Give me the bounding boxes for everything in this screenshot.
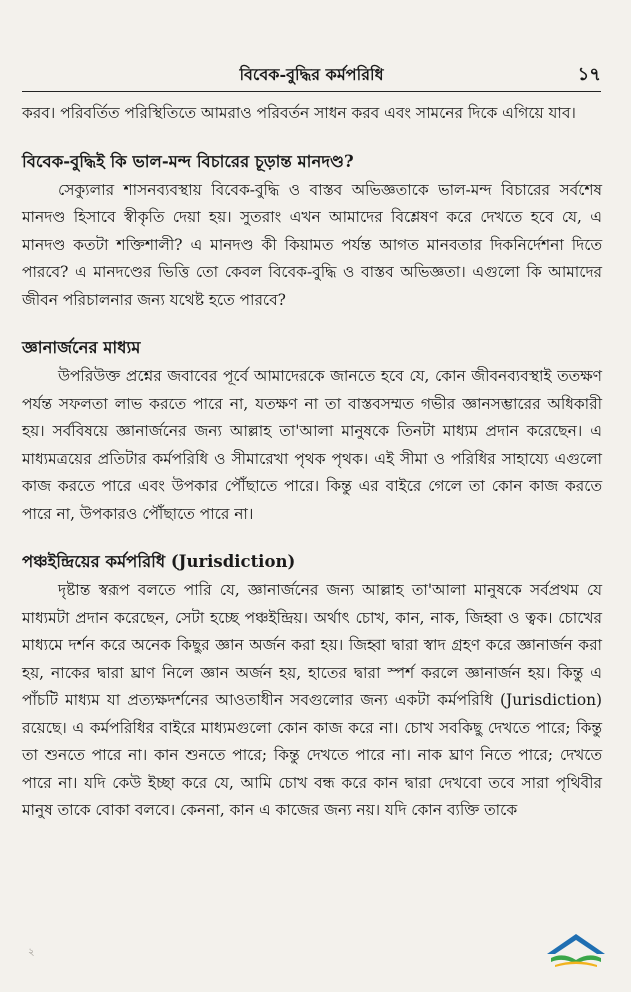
- page-body: [22, 100, 602, 825]
- heading-criterion: বিবেক-বুদ্ধিই কি ভাল-মন্দ বিচারের চূড়ান্ত মানদণ্ড?: [22, 151, 354, 171]
- heading-five-senses: পঞ্চইন্দ্রিয়ের কর্মপরিধি (Jurisdiction): [22, 552, 296, 571]
- page-header: [22, 60, 601, 90]
- heading-means-of-knowledge: জ্ঞানার্জনের মাধ্যম: [22, 338, 141, 357]
- footer-mark: ২: [28, 947, 35, 958]
- running-title: বিবেক-বুদ্ধির কর্মপরিধি: [239, 65, 384, 84]
- logo-base: [555, 962, 597, 968]
- paragraph-continuation: করব। পরিবর্তিত পরিস্থিতিতে আমরাও পরিবর্তন সাধন করব এবং সামনের দিকে এগিয়ে যাব।: [22, 104, 576, 122]
- paragraph-criterion: সেক্যুলার শাসনব্যবস্থায় বিবেক-বুদ্ধি ও বাস্তব অভিজ্ঞতাকে ভাল-মন্দ বিচারের সর্বশেষ মানদণ্ড হিসাবে স্বীকৃতি দেয়া হয়। সুতরাং এখন আমাদের বিশ্লেষণ করে দেখতে হবে যে, এ মানদণ্ড কতটা শক্তিশালী? এ মানদণ্ড কী কিয়ামত পর্যন্ত আগত মানবতার দিকনির্দেশনা দিতে পারবে? এ মানদণ্ডের ভিত্তি তো কেবল বিবেক-বুদ্ধি ও বাস্তব অভিজ্ঞতা। এগুলো কি আমাদের জীবন পরিচালনার জন্য যথেষ্ট হতে পারবে?: [22, 180, 602, 309]
- page-number: ১৭: [577, 64, 601, 85]
- logo-roof: [547, 934, 605, 954]
- publisher-logo-icon: [541, 930, 611, 970]
- paragraph-five-senses: দৃষ্টান্ত স্বরূপ বলতে পারি যে, জ্ঞানার্জনের জন্য আল্লাহ তা'আলা মানুষকে সর্বপ্রথম যে মাধ্যমটা প্রদান করেছেন, সেটা হচ্ছে পঞ্চইন্দ্রিয়। অর্থাৎ চোখ, কান, নাক, জিহ্বা ও ত্বক। চোখের মাধ্যমে দর্শন করে অনেক কিছুর জ্ঞান অর্জন করা হয়। জিহ্বা দ্বারা স্বাদ গ্রহণ করে জ্ঞানার্জন করা হয়, নাকের দ্বারা ঘ্রাণ নিলে জ্ঞান অর্জন হয়, হাতের দ্বারা স্পর্শ করলে জ্ঞানার্জন হয়। কিন্তু এ পাঁচটি মাধ্যম যা প্রত্যক্ষদর্শনের আওতাধীন সবগুলোর জন্য একটা কর্মপরিধি (Jurisdiction) রয়েছে। এ কর্মপরিধির বাইরে মাধ্যমগুলো কোন কাজ করে না। চোখ সবকিছু দেখতে পারে; কিন্তু তা শুনতে পারে না। কান শুনতে পারে; কিন্তু দেখতে পারে না। নাক ঘ্রাণ নিতে পারে; দেখতে পারে না। যদি কেউ ইচ্ছা করে যে, আমি চোখ বন্ধ করে কান দ্বারা দেখবো তবে সারা পৃথিবীর মানুষ তাকে বোকা বলবে। কেননা, কান এ কাজের জন্য নয়। যদি কোন ব্যক্তি তাকে: [22, 581, 602, 819]
- header-rule: [22, 91, 601, 92]
- paragraph-means-of-knowledge: উপরিউক্ত প্রশ্নের জবাবের পূর্বে আমাদেরকে জানতে হবে যে, কোন জীবনব্যবস্থাই ততক্ষণ পর্যন্ত সফলতা লাভ করতে পারে না, যতক্ষণ না তা বাস্তবসম্মত গভীর জ্ঞানসম্ভারের অধিকারী হয়। সর্ববিষয়ে জ্ঞানার্জনের জন্য আল্লাহ তা'আলা মানুষকে তিনটা মাধ্যম প্রদান করেছেন। এ মাধ্যমত্রয়ের প্রতিটার কর্মপরিধি ও সীমারেখা পৃথক পৃথক। এই সীমা ও পরিধির সাহায্যে এগুলো কাজ করতে পারে এবং উপকার পৌঁছাতে পারে। কিন্তু এর বাইরে গেলে তা কোন কাজ করতে পারে না, উপকারও পৌঁছাতে পারে না।: [22, 367, 602, 523]
